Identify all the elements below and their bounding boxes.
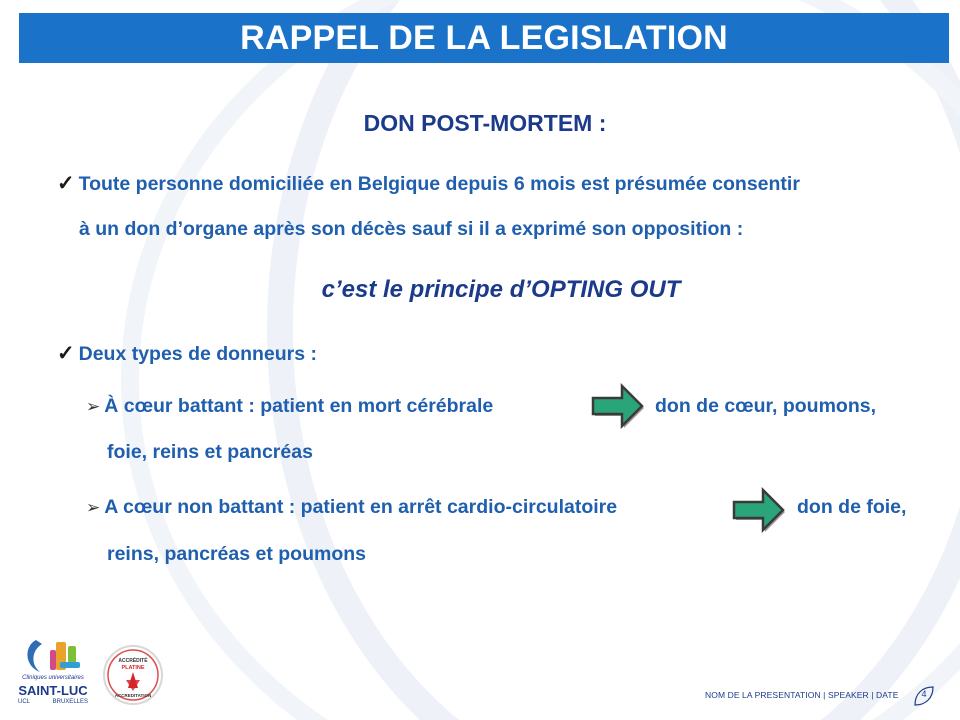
arrow-bullet-icon: ➢ [86, 397, 101, 416]
section-heading: DON POST-MORTEM : [363, 110, 607, 136]
page-number: 4 [921, 689, 927, 699]
right-arrow-icon [731, 486, 787, 534]
bullet-2 [57, 341, 317, 366]
sub-bullet-1-right: don de cœur, poumons, [655, 395, 876, 417]
hospital-subtitle: Cliniques universitaires [22, 675, 84, 681]
footer-text: NOM DE LA PRESENTATION | SPEAKER | DATE [705, 690, 899, 700]
sub-bullet-2-left: A cœur non battant : patient en arrêt cardio-circulatoire [104, 496, 618, 518]
bullet-1-line-2: à un don d’organe après son décès sauf si il a exprimé son opposition : [79, 218, 744, 240]
sub-bullet-2-right: don de foie, [797, 496, 907, 518]
badge-bottom-text: ACCREDITATION [114, 693, 152, 698]
bullet-1-text-1: Toute personne domiciliée en Belgique depuis 6 mois est présumée consentir [78, 173, 800, 195]
slide-title: RAPPEL DE LA LEGISLATION [240, 18, 728, 57]
badge-mid-text: PLATINE [121, 665, 145, 671]
title-bar [19, 13, 949, 63]
check-icon: ✓ [57, 172, 75, 195]
principle-text: c’est le principe d’OPTING OUT [321, 276, 681, 303]
hospital-left-label: UCL [18, 699, 31, 705]
sub-bullet-1-line-2: foie, reins et pancréas [107, 441, 313, 463]
bullet-2-text: Deux types de donneurs : [78, 343, 317, 365]
arrow-bullet-icon: ➢ [86, 498, 101, 517]
right-arrow-icon [590, 382, 646, 430]
sub-bullet-1-left: À cœur battant : patient en mort cérébrale [104, 395, 494, 417]
hospital-name: SAINT-LUC [18, 683, 88, 698]
sub-bullet-1-line-1 [86, 395, 493, 418]
hospital-tagline [18, 699, 88, 705]
sub-bullet-2-line-1 [86, 496, 617, 519]
badge-top-text: ACCRÉDITÉ [118, 658, 148, 664]
hospital-right-label: BRUXELLES [52, 699, 88, 705]
sub-bullet-2-line-2: reins, pancréas et poumons [107, 543, 366, 565]
check-icon: ✓ [57, 342, 75, 365]
bullet-1-line-1 [57, 171, 800, 196]
